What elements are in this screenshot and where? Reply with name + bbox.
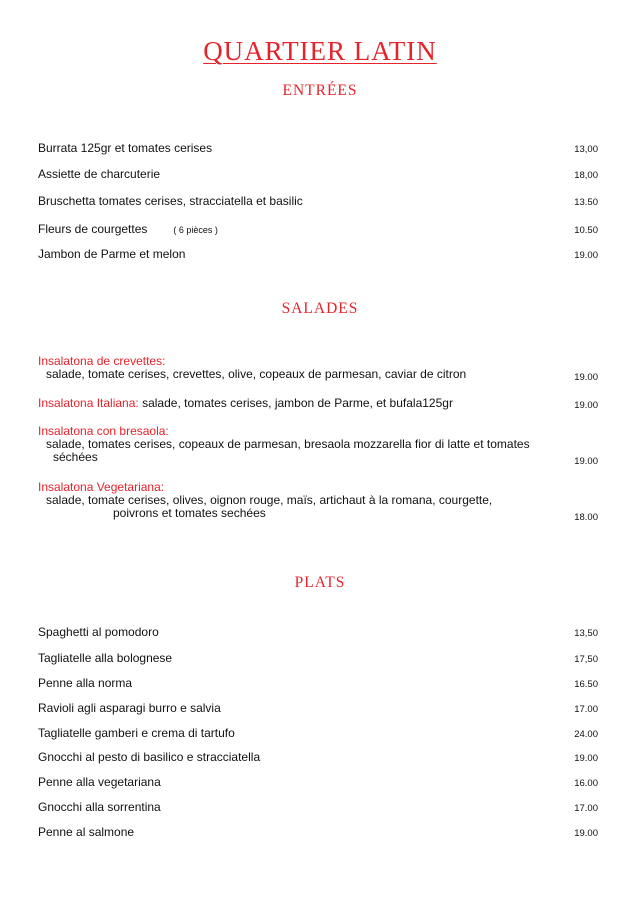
item-description: salade, tomate cerises, crevettes, olive, copeaux de parmesan, caviar de citron xyxy=(46,367,467,381)
item-name: Burrata 125gr et tomates cerises xyxy=(38,141,213,155)
item-name: Ravioli agli asparagi burro e salvia xyxy=(38,701,221,715)
item-name: Penne alla vegetariana xyxy=(38,775,161,789)
item-name: Assiette de charcuterie xyxy=(38,167,161,181)
item-price: 16.00 xyxy=(574,778,598,789)
restaurant-title: QUARTIER LATIN xyxy=(203,36,437,66)
item-name: Fleurs de courgettes xyxy=(38,222,148,236)
item-name: Spaghetti al pomodoro xyxy=(38,625,159,639)
menu-item-plat xyxy=(38,676,598,690)
menu-item-salade xyxy=(38,355,598,381)
item-price: 10.50 xyxy=(574,225,598,236)
item-name: Penne alla norma xyxy=(38,676,133,690)
menu-item-entree xyxy=(38,141,598,155)
item-price: 19.00 xyxy=(574,828,598,839)
item-price: 24.00 xyxy=(574,729,598,740)
section-title-plats: PLATS xyxy=(294,574,346,591)
item-price: 18.00 xyxy=(574,512,598,523)
item-name: Gnocchi al pesto di basilico e stracciatella xyxy=(38,750,261,764)
menu-item-plat xyxy=(38,701,598,715)
item-price: 13,50 xyxy=(574,628,598,639)
item-price: 19.00 xyxy=(574,250,598,261)
item-price: 17.00 xyxy=(574,803,598,814)
item-name: Tagliatelle alla bolognese xyxy=(38,651,173,665)
item-name: Jambon de Parme et melon xyxy=(38,247,186,261)
menu-item-salade xyxy=(38,397,598,410)
menu-item-entree xyxy=(38,167,598,181)
item-description-continued: séchées xyxy=(53,450,98,464)
menu-item-plat xyxy=(38,775,598,789)
item-price: 19.00 xyxy=(574,372,598,383)
menu-item-plat xyxy=(38,750,598,764)
item-name: Tagliatelle gamberi e crema di tartufo xyxy=(38,726,235,740)
menu-item-entree xyxy=(38,247,598,261)
item-price: 18,00 xyxy=(574,170,598,181)
menu-item-entree xyxy=(38,194,598,208)
item-note: ( 6 pièces ) xyxy=(173,225,218,235)
item-description: salade, tomates cerises, jambon de Parme, et bufala125gr xyxy=(142,396,453,410)
item-name: Insalatona Vegetariana: xyxy=(38,480,165,494)
item-name: Insalatona Italiana: xyxy=(38,396,139,410)
menu-item-plat xyxy=(38,726,598,740)
section-title-salades: SALADES xyxy=(281,300,359,317)
item-price: 13,00 xyxy=(574,144,598,155)
menu-item-plat xyxy=(38,825,598,839)
item-price: 19.00 xyxy=(574,400,598,411)
item-price: 19.00 xyxy=(574,456,598,467)
item-price: 16.50 xyxy=(574,679,598,690)
item-name: Bruschetta tomates cerises, stracciatella et basilic xyxy=(38,194,303,208)
item-description-continued: poivrons et tomates sechées xyxy=(113,506,266,520)
section-title-entrees: ENTRÉES xyxy=(282,82,358,99)
menu-item-plat xyxy=(38,625,598,639)
item-name: Gnocchi alla sorrentina xyxy=(38,800,161,814)
menu-item-plat xyxy=(38,651,598,665)
menu-item-plat xyxy=(38,800,598,814)
menu-item-salade xyxy=(38,424,598,467)
item-name: Insalatona con bresaola: xyxy=(38,424,169,438)
item-description: salade, tomates cerises, copeaux de parmesan, bresaola mozzarella fior di latte et tomates xyxy=(46,437,530,451)
menu-item-entree xyxy=(38,222,598,237)
item-price: 17,50 xyxy=(574,654,598,665)
item-price: 17.00 xyxy=(574,704,598,715)
item-price: 13.50 xyxy=(574,197,598,208)
item-name: Penne al salmone xyxy=(38,825,135,839)
menu-item-salade xyxy=(38,480,598,523)
item-description: salade, tomate cerises, olives, oignon rouge, maïs, artichaut à la romana, courgette, xyxy=(46,493,493,507)
item-name: Insalatona de crevettes: xyxy=(38,354,166,368)
item-price: 19.00 xyxy=(574,753,598,764)
